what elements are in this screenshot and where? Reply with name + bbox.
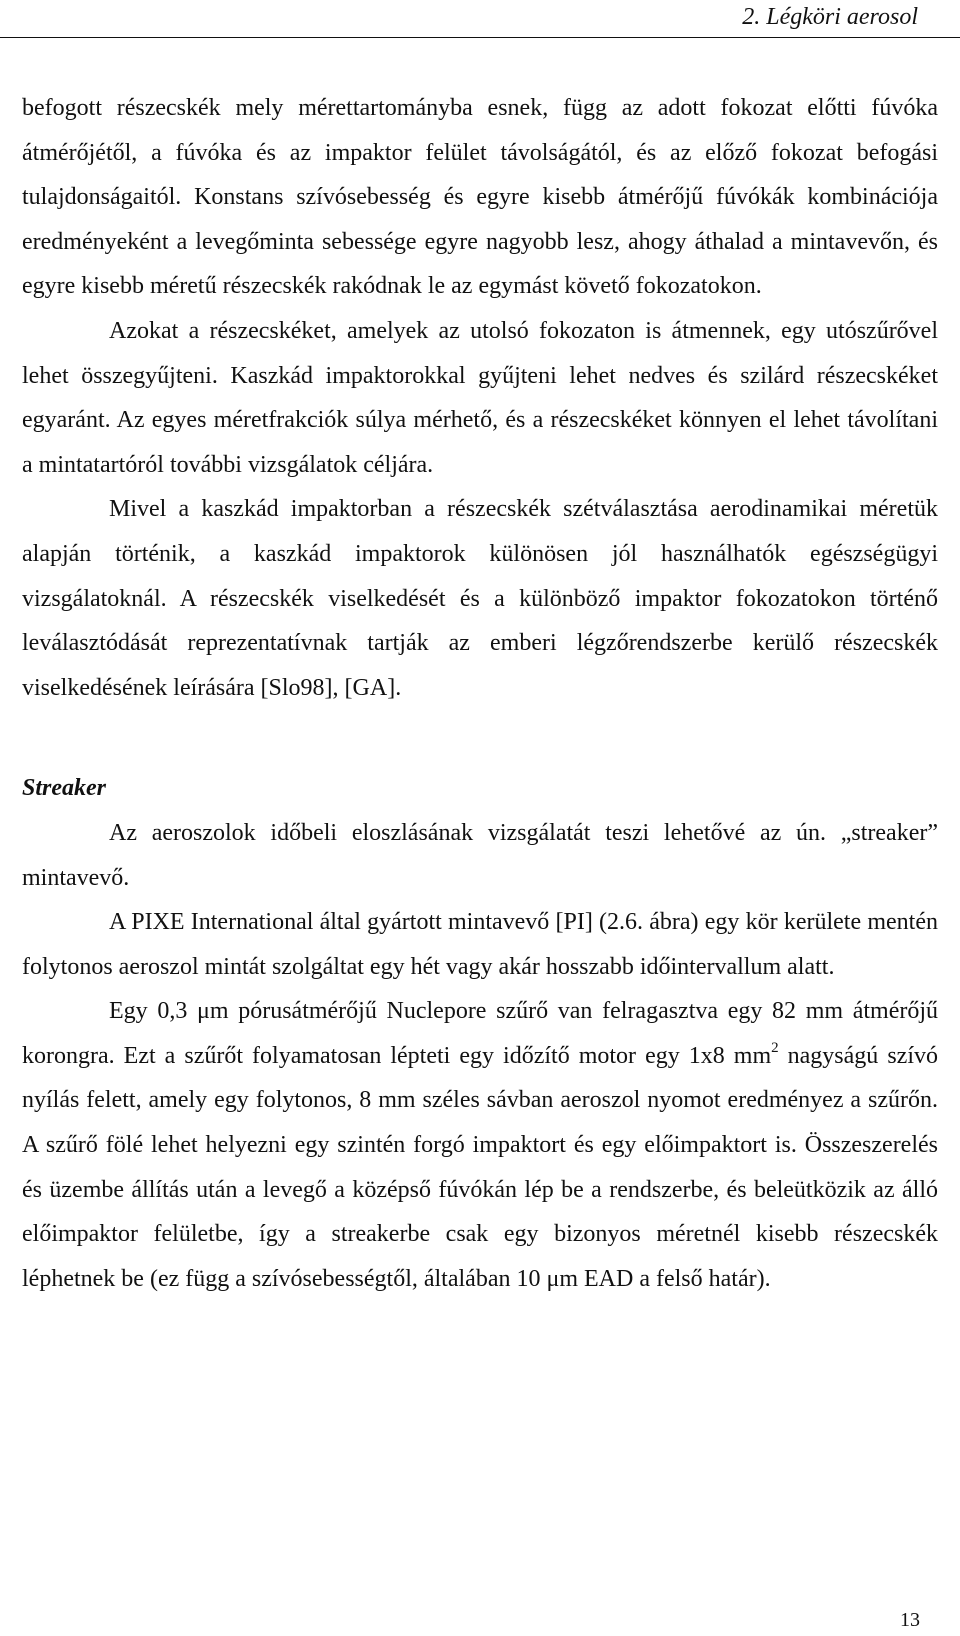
section-heading-streaker: Streaker bbox=[22, 775, 106, 802]
paragraph-pixe-sampler: A PIXE International által gyártott mintavevő [PI] (2.6. ábra) egy kör kerülete mentén folytonos aeroszol mintát szolgáltat egy hét vagy akár hosszabb időintervallum alatt. bbox=[22, 909, 938, 980]
running-header: 2. Légköri aerosol bbox=[742, 4, 918, 30]
paragraph-nuclepore-text-a: Egy 0,3 μm pórusátmérőjű Nuclepore szűrő van felragasztva egy 82 mm átmérőjű korongra. Ezt a szűrőt folyamatosan lépteti egy időzítő motor egy 1x8 mm bbox=[22, 998, 938, 1069]
paragraph-nuclepore-filter bbox=[22, 989, 938, 1301]
body-text bbox=[22, 86, 938, 1301]
paragraph-health-studies: Mivel a kaszkád impaktorban a részecskék szétválasztása aerodinamikai méretük alapján történik, a kaszkád impaktorok különösen jól használhatók egészségügyi vizsgálatoknál. A részecskék viselkedését és a különböző impaktor fokozatokon történő leválasztódását reprezentatívnak tartják az emberi légzőrendszerbe kerülő részecskék viselkedésének leírására [Slo98], [GA]. bbox=[22, 496, 938, 701]
paragraph-impactor-stages: befogott részecskék mely mérettartományba esnek, függ az adott fokozat előtti fúvóka átmérőjétől, a fúvóka és az impaktor felület távolságától, és az előző fokozat befogási tulajdonságaitól. Konstans szívósebesség és egyre kisebb átmérőjű fúvókák kombinációja eredményeként a levegőminta sebessége egyre nagyobb lesz, ahogy áthalad a mintavevőn, és egyre kisebb méretű részecskék rakódnak le az egymást követő fokozatokon. bbox=[22, 95, 938, 300]
paragraph-streaker-intro: Az aeroszolok időbeli eloszlásának vizsgálatát teszi lehetővé az ún. „streaker” mintavevő. bbox=[22, 819, 938, 891]
paragraph-nuclepore-text-b: nagyságú szívó nyílás felett, amely egy folytonos, 8 mm széles sávban aeroszol nyomot eredményez a szűrőn. A szűrő fölé lehet helyezni egy szintén forgó impaktort és egy előimpaktort is. Összeszerelés és üzembe állítás után a levegő a középső fúvókán lép be a rendszerbe, és beleütközik az álló előimpaktor felületbe, így a streakerbe csak egy bizonyos méretnél kisebb részecskék léphetnek be (ez függ a szívósebességtől, általában 10 μm EAD a felső határ). bbox=[22, 1042, 938, 1292]
page-number: 13 bbox=[900, 1609, 920, 1631]
header-rule bbox=[0, 37, 960, 38]
superscript-two: 2 bbox=[771, 1039, 779, 1056]
paragraph-after-filter: Azokat a részecskéket, amelyek az utolsó fokozaton is átmennek, egy utószűrővel lehet összegyűjteni. Kaszkád impaktorokkal gyűjteni lehet nedves és szilárd részecskéket egyaránt. Az egyes méretfrakciók súlya mérhető, és a részecskéket könnyen el lehet távolítani a mintatartóról további vizsgálatok céljára. bbox=[22, 317, 938, 478]
